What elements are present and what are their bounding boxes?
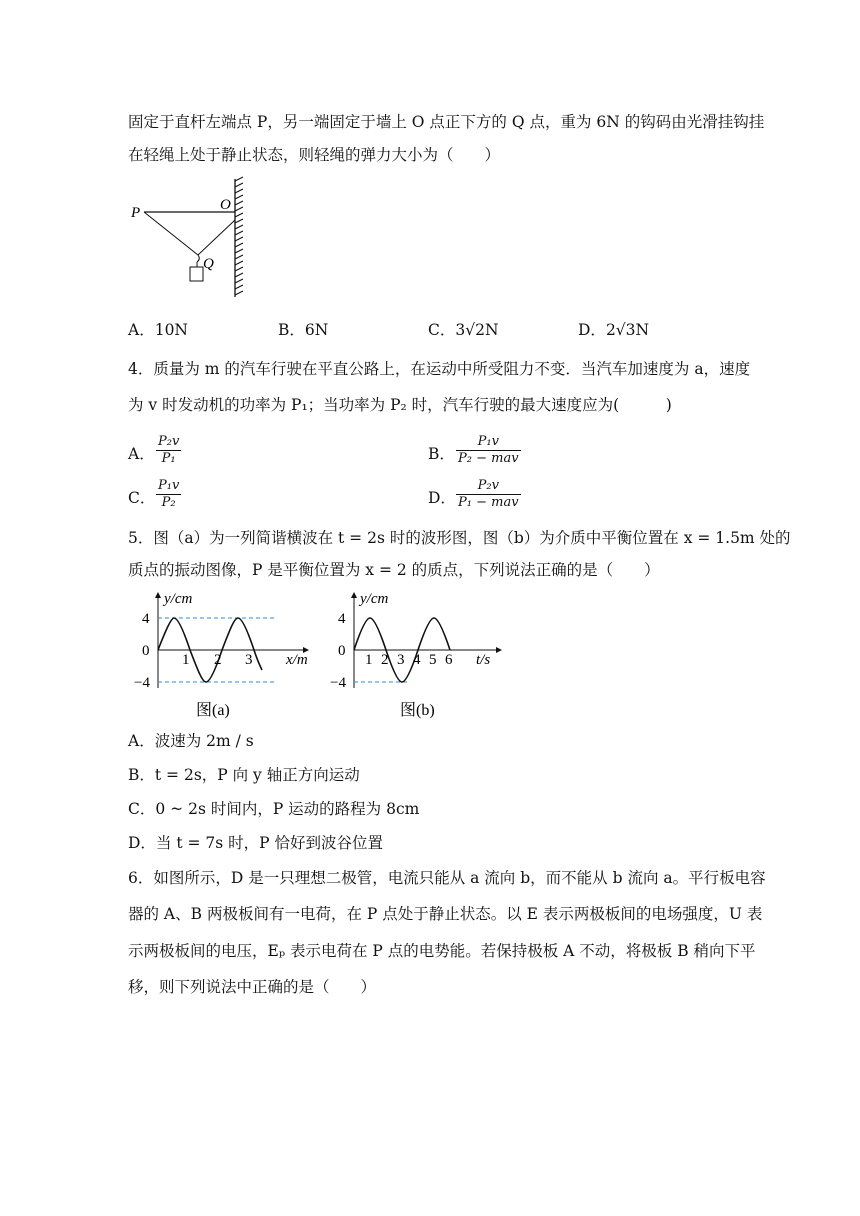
q4-option-b-label: B． bbox=[428, 445, 455, 463]
y-tick-0: 0 bbox=[338, 643, 346, 659]
option-label: D． bbox=[128, 834, 156, 852]
q3-option-b bbox=[278, 320, 328, 340]
fraction-denominator: P₁ − mav bbox=[458, 495, 519, 510]
q5-option-a bbox=[128, 731, 254, 751]
q4-line1: 4．质量为 m 的汽车行驶在平直公路上，在运动中所受阻力不变．当汽车加速度为 a，速度 bbox=[128, 360, 751, 378]
option-label: A． bbox=[128, 321, 155, 339]
x-axis-label: t/s bbox=[476, 652, 491, 668]
fraction-numerator: P₁v bbox=[477, 434, 499, 449]
x-tick-3: 3 bbox=[397, 652, 405, 668]
q4-option-c-label: C． bbox=[128, 489, 156, 507]
fraction-denominator: P₁ bbox=[161, 451, 176, 466]
q4-option-a-fraction bbox=[156, 434, 181, 467]
q5-line2: 质点的振动图像，P 是平衡位置为 x = 2 的质点，下列说法正确的是（ ） bbox=[128, 561, 660, 579]
q6-line4: 移，则下列说法中正确的是（ ） bbox=[128, 978, 377, 996]
option-text: 波速为 2m / s bbox=[154, 732, 254, 750]
option-text: t = 2s，P 向 y 轴正方向运动 bbox=[154, 766, 360, 784]
figure-caption: 图(a) bbox=[196, 702, 230, 719]
option-label: C． bbox=[428, 321, 456, 339]
q4-option-c-fraction bbox=[156, 478, 181, 511]
option-text: 当 t = 7s 时，P 恰好到波谷位置 bbox=[155, 834, 384, 852]
y-tick-0: 0 bbox=[142, 643, 150, 659]
label-o: O bbox=[220, 197, 231, 213]
q3-option-d bbox=[578, 320, 649, 340]
y-tick-4: 4 bbox=[338, 611, 346, 627]
option-text: 0 ~ 2s 时间内，P 运动的路程为 8cm bbox=[155, 800, 420, 818]
label-q: Q bbox=[203, 256, 214, 272]
q4-option-d-fraction bbox=[456, 478, 521, 511]
q6-line1: 6．如图所示，D 是一只理想二极管，电流只能从 a 流向 b，而不能从 b 流向 a。平行板电容 bbox=[128, 869, 766, 887]
option-text: 6N bbox=[304, 321, 329, 339]
q3-line2: 在轻绳上处于静止状态，则轻绳的弹力大小为（ ） bbox=[128, 146, 501, 164]
q3-figure bbox=[128, 175, 253, 300]
figure-caption: 图(b) bbox=[400, 702, 435, 719]
q4-option-a-label: A． bbox=[128, 445, 155, 463]
x-tick-1: 1 bbox=[182, 652, 190, 668]
y-axis-label: y/cm bbox=[164, 591, 193, 607]
fraction-denominator: P₂ − mav bbox=[458, 451, 519, 466]
x-tick-5: 5 bbox=[429, 652, 437, 668]
q5-option-b bbox=[128, 765, 360, 785]
option-text: 2√3N bbox=[605, 321, 650, 339]
q4-line2: 为 v 时发动机的功率为 P₁；当功率为 P₂ 时，汽车行驶的最大速度应为( ) bbox=[128, 396, 672, 414]
q3-option-c bbox=[428, 320, 499, 340]
x-tick-4: 4 bbox=[413, 652, 421, 668]
q6-line2: 器的 A、B 两极板间有一电荷，在 P 点处于静止状态。以 E 表示两极板间的电场强度，U 表 bbox=[128, 905, 763, 923]
option-text: 3√2N bbox=[455, 321, 499, 339]
q3-option-a bbox=[128, 320, 188, 340]
x-tick-1: 1 bbox=[365, 652, 373, 668]
y-axis-label: y/cm bbox=[360, 591, 389, 607]
option-label: A． bbox=[128, 732, 155, 750]
y-tick-minus-4: −4 bbox=[330, 675, 346, 691]
q5-option-d bbox=[128, 833, 383, 853]
fraction-numerator: P₁v bbox=[158, 478, 180, 493]
q5-line1: 5．图（a）为一列简谐横波在 t = 2s 时的波形图，图（b）为介质中平衡位置在 x = 1.5m 处的 bbox=[128, 529, 791, 547]
q4-option-b-fraction bbox=[456, 434, 521, 467]
option-label: B． bbox=[278, 321, 305, 339]
y-tick-minus-4: −4 bbox=[134, 675, 150, 691]
x-tick-2: 2 bbox=[214, 652, 222, 668]
label-p: P bbox=[131, 205, 141, 221]
x-tick-6: 6 bbox=[445, 652, 453, 668]
q5-option-c bbox=[128, 799, 419, 819]
q6-line3: 示两极板间的电压，Eₚ 表示电荷在 P 点的电势能。若保持极板 A 不动，将极板 B 稍向下平 bbox=[128, 942, 756, 960]
x-axis-label: x/m bbox=[286, 652, 308, 668]
option-text: 10N bbox=[154, 321, 188, 339]
x-tick-3: 3 bbox=[245, 652, 253, 668]
fraction-numerator: P₂v bbox=[477, 478, 499, 493]
wave-graph-a bbox=[128, 588, 318, 723]
option-label: C． bbox=[128, 800, 156, 818]
vibration-graph-b bbox=[328, 588, 518, 723]
fraction-denominator: P₂ bbox=[161, 495, 176, 510]
q3-line1: 固定于直杆左端点 P，另一端固定于墙上 O 点正下方的 Q 点，重为 6N 的钩码由光滑挂钩挂 bbox=[128, 113, 765, 131]
option-label: D． bbox=[578, 321, 606, 339]
x-tick-2: 2 bbox=[381, 652, 389, 668]
option-label: B． bbox=[128, 766, 155, 784]
fraction-numerator: P₂v bbox=[158, 434, 180, 449]
q4-option-d-label: D． bbox=[428, 489, 456, 507]
y-tick-4: 4 bbox=[142, 611, 150, 627]
